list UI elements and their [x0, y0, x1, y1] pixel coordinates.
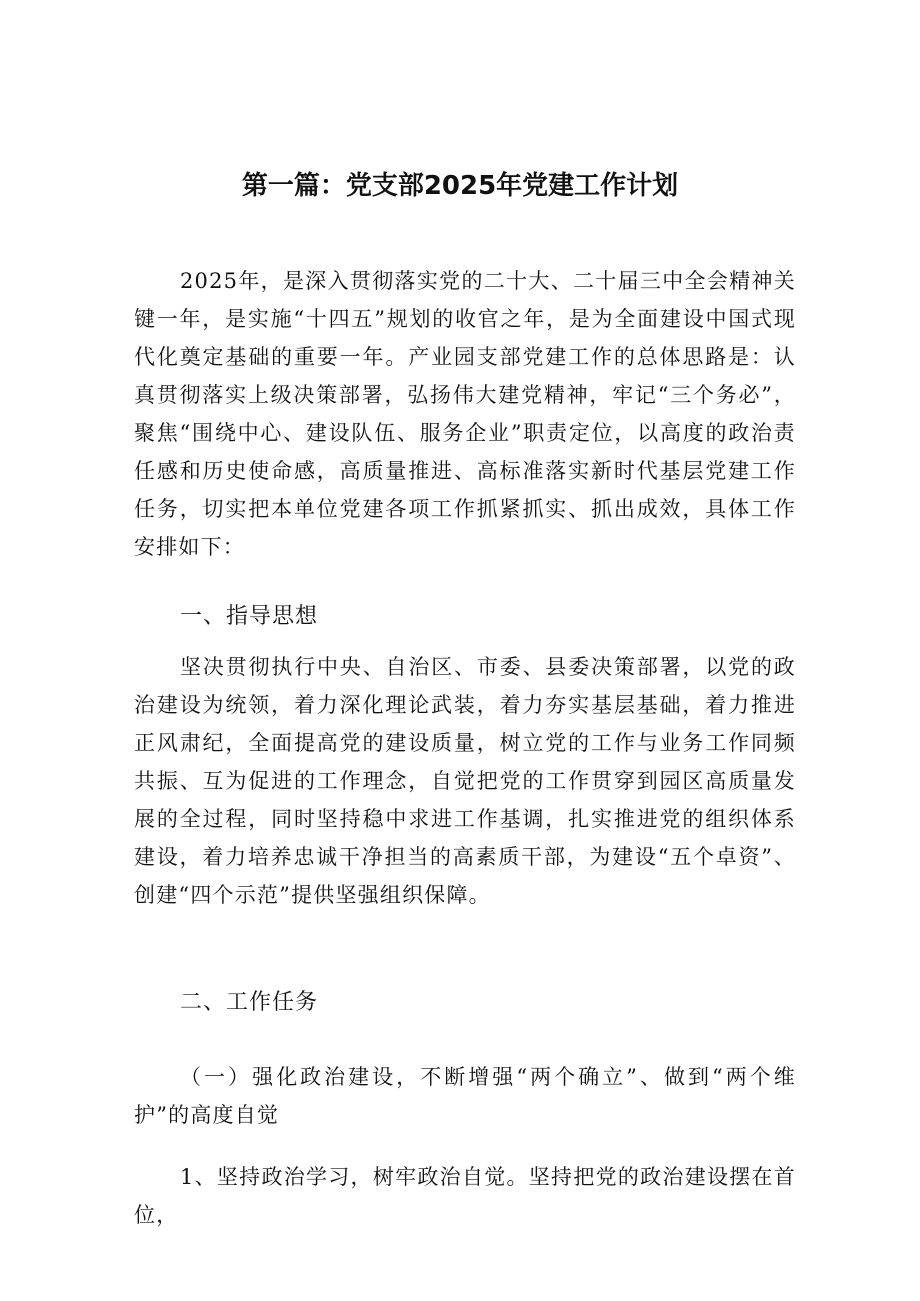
section-heading-work-tasks: 二、工作任务	[180, 990, 319, 1015]
section-heading-guiding-thought: 一、指导思想	[180, 604, 319, 629]
intro-paragraph: 2025年，是深入贯彻落实党的二十大、二十届三中全会精神关键一年，是实施“十四五”规划的收官之年，是为全面建设中国式现代化奠定基础的重要一年。产业园支部党建工作的总体思路是：认真贯彻落实上级决策部署，弘扬伟大建党精神，牢记“三个务必”，聚焦“围绕中心、建设队伍、服务企业”职责定位，以高度的政治责任感和历史使命感，高质量推进、高标准落实新时代基层党建工作任务，切实把本单位党建各项工作抓紧抓实、抓出成效，具体工作安排如下：	[134, 269, 796, 559]
document-title: 第一篇：党支部2025年党建工作计划	[241, 171, 679, 201]
guiding-thought-paragraph: 坚决贯彻执行中央、自治区、市委、县委决策部署，以党的政治建设为统领，着力深化理论武装，着力夯实基层基础，着力推进正风肃纪，全面提高党的建设质量，树立党的工作与业务工作同频共振、互为促进的工作理念，自觉把党的工作贯穿到园区高质量发展的全过程，同时坚持稳中求进工作基调，扎实推进党的组织体系建设，着力培养忠诚干净担当的高素质干部，为建设“五个卓资”、创建“四个示范”提供坚强组织保障。	[134, 655, 796, 907]
list-item-political-study: 1、坚持政治学习，树牢政治自觉。坚持把党的政治建设摆在首位，	[134, 1165, 796, 1227]
subsection-heading-political-building: （一）强化政治建设，不断增强“两个确立”、做到“两个维护”的高度自觉	[134, 1065, 796, 1127]
